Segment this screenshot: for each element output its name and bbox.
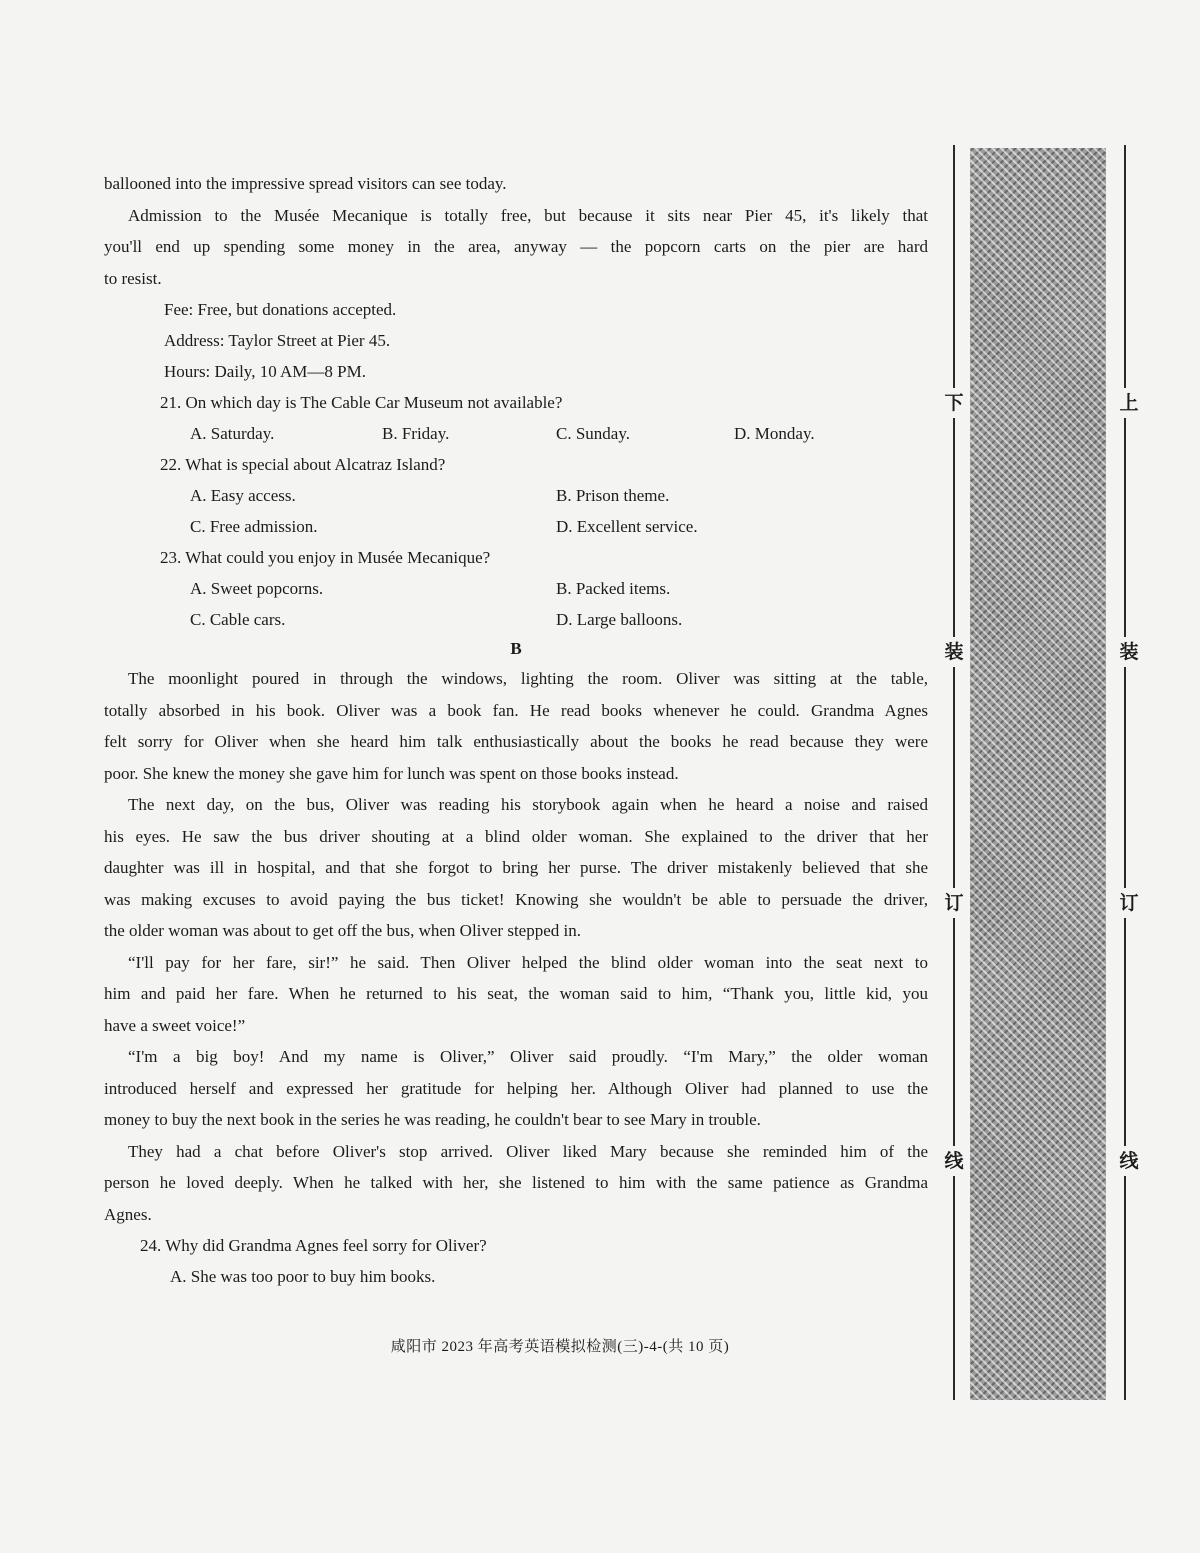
question-24: 24. Why did Grandma Agnes feel sorry for Oliver? <box>140 1236 487 1255</box>
story-line: “I'll pay for her fare, sir!” he said. Then Oliver helped the blind older woman into the seat next to <box>128 952 928 972</box>
hours-line: Hours: Daily, 10 AM—8 PM. <box>164 362 366 381</box>
option-d: D. Monday. <box>734 424 815 443</box>
story-line: felt sorry for Oliver when she heard him talk enthusiastically about the books he read because they were <box>104 732 928 751</box>
story-line: “I'm a big boy! And my name is Oliver,” Oliver said proudly. “I'm Mary,” the older woman <box>128 1047 928 1066</box>
binding-char-left: 线 <box>943 1146 965 1176</box>
binding-rule-left <box>953 145 955 1400</box>
question-22-options-row2 <box>104 511 928 542</box>
story-line: have a sweet voice!” <box>104 1015 246 1035</box>
story-line: person he loved deeply. When he talked with her, she listened to him with the same patience as Grandma <box>104 1173 928 1192</box>
question-21-options <box>104 418 928 449</box>
story-line: Agnes. <box>104 1204 152 1224</box>
option-c: C. Free admission. <box>190 517 318 536</box>
binding-strip-pattern <box>970 148 1106 1400</box>
option-d: D. Excellent service. <box>556 517 698 536</box>
passage-line: you'll end up spending some money in the area, anyway — the popcorn carts on the pier are hard <box>104 237 928 256</box>
option-c: C. Cable cars. <box>190 610 286 629</box>
option-d: D. Large balloons. <box>556 610 683 629</box>
story-line: totally absorbed in his book. Oliver was a book fan. He read books whenever he could. Grandma Agnes <box>104 700 928 720</box>
story-line: daughter was ill in hospital, and that she forgot to bring her purse. The driver mistakenly believed that she <box>104 858 928 877</box>
section-b-heading: B <box>510 639 522 658</box>
option-b: B. Prison theme. <box>556 486 670 505</box>
story-line: his eyes. He saw the bus driver shouting at a blind older woman. She explained to the driver that her <box>104 826 928 846</box>
story-line: introduced herself and expressed her gratitude for helping her. Although Oliver had planned to use the <box>104 1078 928 1098</box>
story-line: him and paid her fare. When he returned to his seat, the woman said to him, “Thank you, little kid, you <box>104 984 928 1003</box>
fee-line: Fee: Free, but donations accepted. <box>164 300 397 319</box>
story-line: The next day, on the bus, Oliver was reading his storybook again when he heard a noise and raised <box>128 795 928 814</box>
binding-char-left: 装 <box>943 637 965 667</box>
question-21: 21. On which day is The Cable Car Museum not available? <box>160 393 563 412</box>
option-b: B. Packed items. <box>556 579 671 598</box>
option-c: C. Sunday. <box>556 424 630 443</box>
passage-line: Admission to the Musée Mecanique is totally free, but because it sits near Pier 45, it's likely that <box>128 205 928 225</box>
page-footer: 咸阳市 2023 年高考英语模拟检测(三)-4-(共 10 页) <box>390 1339 730 1355</box>
text-column <box>104 168 928 1292</box>
binding-char-right: 上 <box>1118 388 1140 418</box>
story-line: They had a chat before Oliver's stop arrived. Oliver liked Mary because she reminded him of the <box>128 1141 928 1161</box>
address-line: Address: Taylor Street at Pier 45. <box>164 331 391 350</box>
story-line: the older woman was about to get off the bus, when Oliver stepped in. <box>104 921 581 940</box>
binding-char-left: 订 <box>943 888 965 918</box>
binding-char-left: 下 <box>943 388 965 418</box>
question-23-options-row2 <box>104 604 928 635</box>
option-a: A. Sweet popcorns. <box>190 579 324 598</box>
option-a: A. Easy access. <box>190 486 296 505</box>
question-24-option-a: A. She was too poor to buy him books. <box>170 1267 436 1286</box>
question-22-options-row1 <box>104 480 928 511</box>
story-line: was making excuses to avoid paying the bus ticket! Knowing she wouldn't be able to persuade the driver, <box>104 889 928 909</box>
option-b: B. Friday. <box>382 424 450 443</box>
story-line: money to buy the next book in the series he was reading, he couldn't bear to see Mary in trouble. <box>104 1110 761 1129</box>
binding-rule-right <box>1124 145 1126 1400</box>
option-a: A. Saturday. <box>190 424 275 443</box>
question-22: 22. What is special about Alcatraz Island? <box>160 455 446 474</box>
story-line: The moonlight poured in through the windows, lighting the room. Oliver was sitting at the table, <box>128 669 928 688</box>
question-23: 23. What could you enjoy in Musée Mecanique? <box>160 548 491 567</box>
passage-line: ballooned into the impressive spread visitors can see today. <box>104 174 507 193</box>
question-23-options-row1 <box>104 573 928 604</box>
passage-line: to resist. <box>104 268 162 288</box>
binding-char-right: 线 <box>1118 1146 1140 1176</box>
binding-char-right: 订 <box>1118 888 1140 918</box>
binding-char-right: 装 <box>1118 637 1140 667</box>
story-line: poor. She knew the money she gave him for lunch was spent on those books instead. <box>104 763 679 783</box>
